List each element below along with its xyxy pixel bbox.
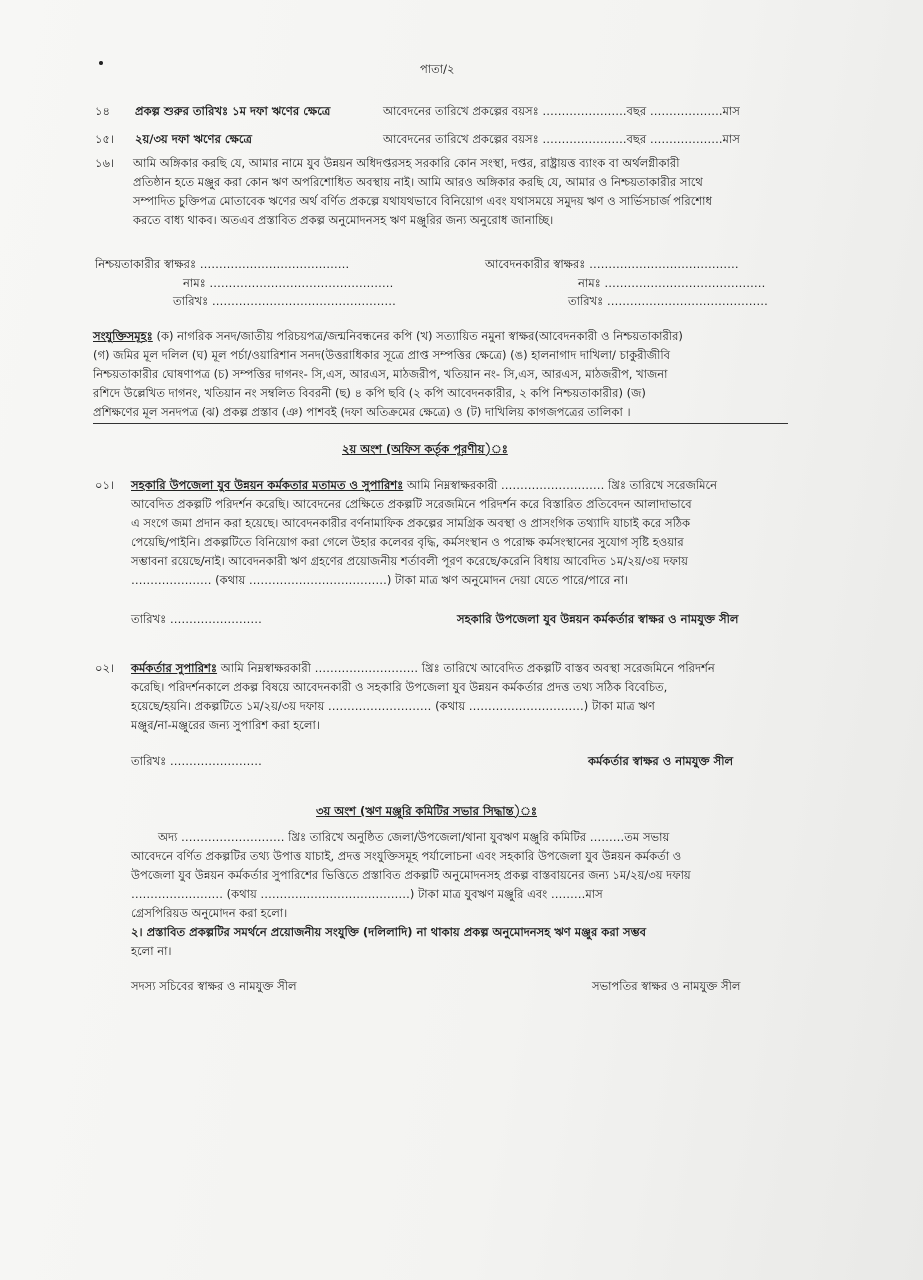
attachments-heading: সংযুক্তিসমূহঃ xyxy=(93,329,153,343)
bullet-dot xyxy=(99,61,103,65)
row-14-value: আবেদনের তারিখে প্রকল্পের বয়সঃ ………………….বছর ……………….মাস xyxy=(383,104,740,118)
part2-item2-title: কর্মকর্তার সুপারিশঃ xyxy=(131,661,218,675)
part3-heading: ৩য় অংশ (ঋণ মঞ্জুরি কমিটির সভার সিদ্ধান্ত)ঃ xyxy=(316,804,538,818)
row-15-num: ১৫। xyxy=(95,132,115,146)
declaration-line: সম্পাদিত চুক্তিপত্র মোতাবেক ঋণের অর্থ বর্ণিত প্রকল্পে যথাযথভাবে বিনিয়োগ এবং যথাসময়ে সমুদয় ঋণ ও সার্ভিসচার্জ পরিশোধ xyxy=(133,194,712,208)
declaration-line: করতে বাধ্য থাকব। অতএব প্রস্তাবিত প্রকল্প অনুমোদনসহ ঋণ মঞ্জুরির জন্য অনুরোধ জানাচ্ছি। xyxy=(133,213,554,227)
row-15-value: আবেদনের তারিখে প্রকল্পের বয়সঃ ………………….বছর ……………….মাস xyxy=(383,132,740,146)
part2-item1-date: তারিখঃ …………………… xyxy=(131,612,262,626)
guarantor-name-field: নামঃ ………………………………………… xyxy=(183,276,394,290)
member-secretary-signature: সদস্য সচিবের স্বাক্ষর ও নামযুক্ত সীল xyxy=(131,979,297,993)
attachments-line: প্রশিক্ষণের মূল সনদপত্র (ঝ) প্রকল্প প্রস্তাব (ঞ) পাশবই (দফা অতিক্রমের ক্ষেত্রে) ও (ট) দাখিলিয় কাগজপত্রের তালিকা । xyxy=(93,405,631,419)
part2-item2-line xyxy=(131,659,715,678)
part3-line: ২। প্রস্তাবিত প্রকল্পটির সমর্থনে প্রয়োজনীয় সংযুক্তি (দলিলাদি) না থাকায় প্রকল্প অনুমোদনসহ ঋণ মঞ্জুর করা সম্ভব xyxy=(131,925,647,939)
page-number: পাতা/২ xyxy=(420,62,455,76)
declaration-line: আমি অঙ্গিকার করছি যে, আমার নামে যুব উন্নয়ন অধিদপ্তরসহ সরকারি কোন সংস্থা, দপ্তর, রাষ্ট্রায়ত্ত ব্যাংক বা অর্থলগ্নীকারী xyxy=(133,156,680,170)
part3-line: হলো না। xyxy=(131,944,172,958)
part2-item2-num: ০২। xyxy=(95,661,115,675)
applicant-name-field: নামঃ …………………………………… xyxy=(578,276,766,290)
attachments-line: নিশ্চয়তাকারীর ঘোষণাপত্র (চ) সম্পত্তির দাগনং- সি,এস, আরএস, মাঠজরীপ, খতিয়ান নং- সি,এস, আরএস, মাঠজরীপ, খাজনা xyxy=(93,367,668,381)
part2-item1-line: এ সংগে জমা প্রদান করা হয়েছে। আবেদনকারীর বর্ণনামাফিক প্রকল্পের সামগ্রিক অবস্থা ও প্রাসংগিক তথ্যাদি যাচাই করে সঠিক xyxy=(131,516,691,530)
part2-item2-signature: কর্মকর্তার স্বাক্ষর ও নামযুক্ত সীল xyxy=(588,754,734,768)
part2-item1-title: সহকারি উপজেলা যুব উন্নয়ন কর্মকতার মতামত ও সুপারিশঃ xyxy=(131,478,404,492)
divider xyxy=(93,423,788,424)
part2-item1-num: ০১। xyxy=(95,478,115,492)
attachments-text: (ক) নাগরিক সনদ/জাতীয় পরিচয়পত্র/জন্মনিবন্ধনের কপি (খ) সত্যায়িত নমুনা স্বাক্ষর(আবেদনকারী ও নিশ্চয়তাকারীর) xyxy=(156,329,683,343)
applicant-date-field: তারিখঃ …………………………………… xyxy=(568,294,768,308)
part2-item2-line: করেছি। পরিদর্শনকালে প্রকল্প বিষয়ে আবেদনকারী ও সহকারি উপজেলা যুব উন্নয়ন কর্মকর্তার প্রদত্ত তথ্য সঠিক বিবেচিত, xyxy=(131,680,668,694)
chairman-signature: সভাপতির স্বাক্ষর ও নামযুক্ত সীল xyxy=(592,979,741,993)
part2-item1-line: আবেদিত প্রকল্পটি পরিদর্শন করেছি। আবেদনের প্রেক্ষিতে প্রকল্পটি সরেজমিনে পরিদর্শন করে বিস্তারিত প্রতিবেদন আলাদাভাবে xyxy=(131,497,692,511)
part2-item2-text: আমি নিম্নস্বাক্ষরকারী ……………………… খ্রিঃ তারিখে আবেদিত প্রকল্পটি বাস্তব অবস্থা সরেজমিনে পরিদর্শন xyxy=(217,661,715,675)
applicant-signature-field: আবেদনকারীর স্বাক্ষরঃ ………………………………… xyxy=(485,257,739,271)
row-15-label: ২য়/৩য় দফা ঋণের ক্ষেত্রে xyxy=(135,132,252,146)
part3-line: …………………… (কথায় …………………………………) টাকা মাত্র যুবঋণ মঞ্জুরি এবং ………মাস xyxy=(131,887,603,901)
part2-item2-line: হয়েছে/হয়নি। প্রকল্পটিতে ১ম/২য়/৩য় দফায় ……………………… (কথায় …………………………) টাকা মাত্র ঋণ xyxy=(131,699,655,713)
declaration-line: প্রতিষ্ঠান হতে মঞ্জুর করা কোন ঋণ অপরিশোধিত অবস্থায় নাই। আমি আরও অঙ্গিকার করছি যে, আমার ও নিশ্চয়তাকারীর সাথে xyxy=(133,175,703,189)
guarantor-signature-field: নিশ্চয়তাকারীর স্বাক্ষরঃ ………………………………… xyxy=(95,257,350,271)
part2-item2-line: মঞ্জুর/না-মঞ্জুরের জন্য সুপারিশ করা হলো। xyxy=(131,718,320,732)
part2-heading: ২য় অংশ (অফিস কর্তৃক পূরণীয়)ঃ xyxy=(342,442,508,456)
part2-item1-line: পেয়েছি/পাইনি। প্রকল্পটিতে বিনিয়োগ করা গেলে উহার কলেবর বৃদ্ধি, কর্মসংস্থান ও পরোক্ষ কর্মসংস্থানের সুযোগ সৃষ্টি হওয়ার xyxy=(131,535,684,549)
part2-item1-signature: সহকারি উপজেলা যুব উন্নয়ন কর্মকর্তার স্বাক্ষর ও নামযুক্ত সীল xyxy=(457,612,739,626)
row-14-label: প্রকল্প শুরুর তারিখঃ ১ম দফা ঋণের ক্ষেত্রে xyxy=(135,104,331,118)
attachments-line xyxy=(93,327,683,346)
attachments-line: রশিদে উল্লেখিত দাগনং, খতিয়ান নং সম্বলিত বিবরনী (ছ) ৪ কপি ছবি (২ কপি আবেদনকারীর, ২ কপি নিশ্চয়তাকারীর) (জ) xyxy=(93,386,646,400)
part2-item1-line xyxy=(131,476,717,495)
attachments-line: (গ) জমির মূল দলিল (ঘ) মূল পর্চা/ওয়ারিশান সনদ(উত্তরাধিকার সূত্রে প্রাপ্ত সম্পত্তির ক্ষেত্রে) (ঙ) হালনাগাদ দাখিলা/ চাকুরীজীবি xyxy=(93,348,671,362)
part2-item2-date: তারিখঃ …………………… xyxy=(131,754,262,768)
part3-line: গ্রেসপিরিয়ড অনুমোদন করা হলো। xyxy=(131,906,288,920)
row-16-num: ১৬। xyxy=(95,156,115,170)
part2-item1-line: ………………… (কথায় ………………………………) টাকা মাত্র ঋণ অনুমোদন দেয়া যেতে পারে/পারে না। xyxy=(131,573,629,587)
row-14-num: ১৪ xyxy=(95,104,110,118)
part3-line: অদ্য ……………………… খ্রিঃ তারিখে অনুষ্ঠিত জেলা/উপজেলা/থানা যুবঋণ মঞ্জুরি কমিটির ………তম সভায় xyxy=(158,830,670,844)
guarantor-date-field: তারিখঃ ………………………………………… xyxy=(173,294,396,308)
part2-item1-line: সম্ভাবনা রয়েছে/নাই। আবেদনকারী ঋণ গ্রহণের প্রয়োজনীয় শর্তাবলী পূরণ করেছে/করেনি বিধায় আবেদিত ১ম/২য়/৩য় দফায় xyxy=(131,554,688,568)
part3-line: আবেদনে বর্ণিত প্রকল্পটির তথ্য উপাত্ত যাচাই, প্রদত্ত সংযুক্তিসমূহ পর্যালোচনা এবং সহকারি উপজেলা যুব উন্নয়ন কর্মকর্তা ও xyxy=(131,849,682,863)
part3-line: উপজেলা যুব উন্নয়ন কর্মকর্তার সুপারিশের ভিত্তিতে প্রস্তাবিত প্রকল্পটি অনুমোদনসহ প্রকল্প বাস্তবায়নের জন্য ১ম/২য়/৩য় দফায় xyxy=(131,868,691,882)
part2-item1-text: আমি নিম্নস্বাক্ষরকারী ……………………… খ্রিঃ তারিখে সরেজমিনে xyxy=(403,478,718,492)
